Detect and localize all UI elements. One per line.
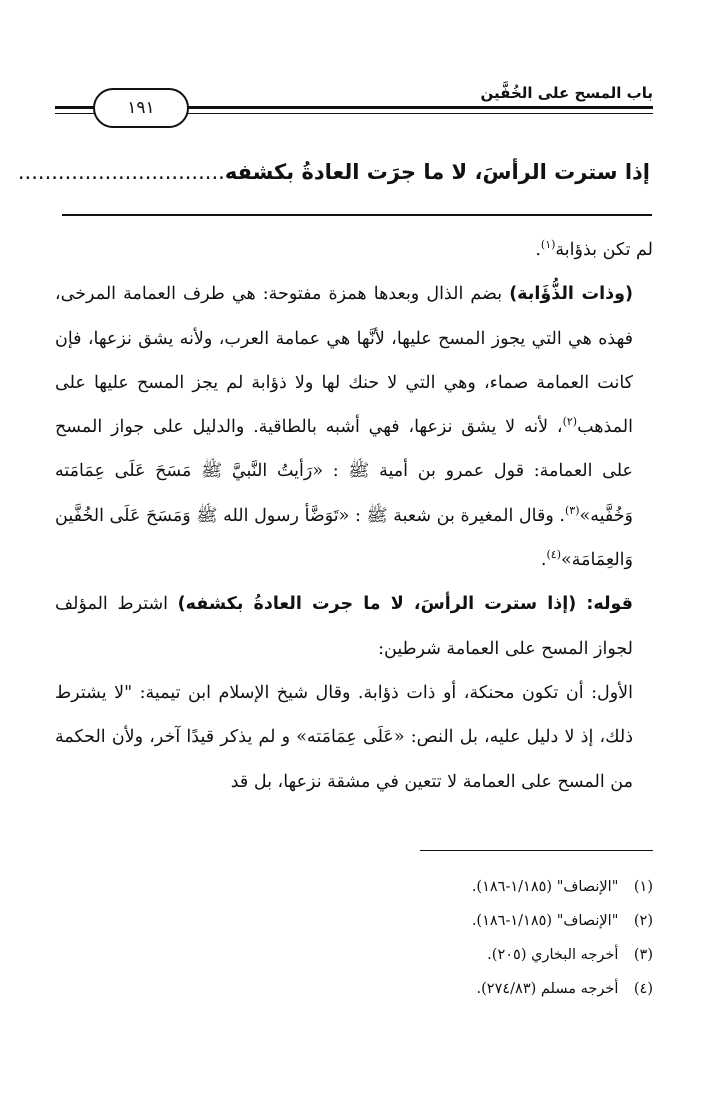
footnote-number: (٤) xyxy=(633,981,653,997)
footnote-text: "الإنصاف" (١/١٨٥-١٨٦). xyxy=(471,879,619,895)
running-header xyxy=(55,80,653,140)
paragraph-2 xyxy=(55,272,653,582)
footnote-text: "الإنصاف" (١/١٨٥-١٨٦). xyxy=(471,913,619,929)
paragraph-3 xyxy=(55,582,653,671)
page-number-badge xyxy=(93,88,189,128)
footnote-text: أخرجه مسلم (٢٧٤/٨٣). xyxy=(476,981,619,997)
footnote-item xyxy=(55,938,653,972)
matn-leader-dots: ............................... xyxy=(17,160,225,184)
matn-text: إذا سترت الرأسَ، لا ما جرَت العادةُ بكشفه xyxy=(224,160,650,184)
footnote-ref-2: (٢) xyxy=(562,415,578,429)
p3-lead: قوله: (إذا سترت الرأسَ، لا ما جرت العادةُ بكشفه) xyxy=(177,594,633,615)
footnote-number: (٣) xyxy=(633,947,653,963)
footnote-ref-3: (٣) xyxy=(564,503,580,517)
commentary-body xyxy=(55,228,653,804)
footnote-item xyxy=(55,870,653,904)
p1-text: لم تكن بذؤابة xyxy=(555,240,653,260)
p2-text-3: . وقال المغيرة بن شعبة ﷺ : «تَوَضَّأ رسول الله ﷺ وَمَسَحَ عَلَى الخُفَّين وَالعِمَامَة» xyxy=(55,505,633,571)
p1-tail: . xyxy=(535,240,541,260)
p2-text-4: . xyxy=(540,550,547,571)
p2-text-2: ، لأنه لا يشق نزعها، فهي أشبه بالطاقية. والدليل على جواز المسح على العمامة: قول عمرو بن أمية ﷺ : «رَأيتُ النَّبيَّ ﷺ مَسَحَ عَلَى عِمَامَته وَخُفَّيه» xyxy=(55,417,633,526)
paragraph-4 xyxy=(55,671,653,804)
footnote-separator xyxy=(420,850,653,851)
footnote-item xyxy=(55,904,653,938)
footnote-item xyxy=(55,972,653,1006)
p2-term: (وذات الذُّؤَابة) xyxy=(509,284,633,305)
matn-heading xyxy=(17,160,650,184)
footnote-ref-4: (٤) xyxy=(546,548,561,562)
matn-divider xyxy=(62,214,652,216)
paragraph-1 xyxy=(55,228,653,272)
footnote-number: (٢) xyxy=(633,913,653,929)
chapter-title: باب المسح على الخُفَّين xyxy=(480,84,653,102)
footnote-text: أخرجه البخاري (٢٠٥). xyxy=(487,947,619,963)
p4-text: الأول: أن تكون محنكة، أو ذات ذؤابة. وقال شيخ الإسلام ابن تيمية: "لا يشترط ذلك، إذ لا دليل عليه، بل النص: «عَلَى عِمَامَته» و لم يذكر قيدًا آخر، ولأن الحكمة من المسح على العمامة لا تتعين في مشقة نزعها، بل قد xyxy=(55,682,633,792)
p3-text: اشترط المؤلف لجواز المسح على العمامة شرطين: xyxy=(55,594,633,659)
page-number: ١٩١ xyxy=(127,98,155,118)
footnote-number: (١) xyxy=(633,879,653,895)
footnotes xyxy=(55,870,653,1006)
p2-text-1: بضم الذال وبعدها همزة مفتوحة: هي طرف العمامة المرخى، فهذه هي التي يجوز المسح عليها، لأنَّها هي عمامة العرب، ولأنه يشق نزعها، فإن كانت العمامة صماء، وهي التي لا حنك لها ولا ذؤابة لم يجز المسح عليها على المذهب xyxy=(55,284,633,438)
footnote-ref-1: (١) xyxy=(540,238,556,252)
